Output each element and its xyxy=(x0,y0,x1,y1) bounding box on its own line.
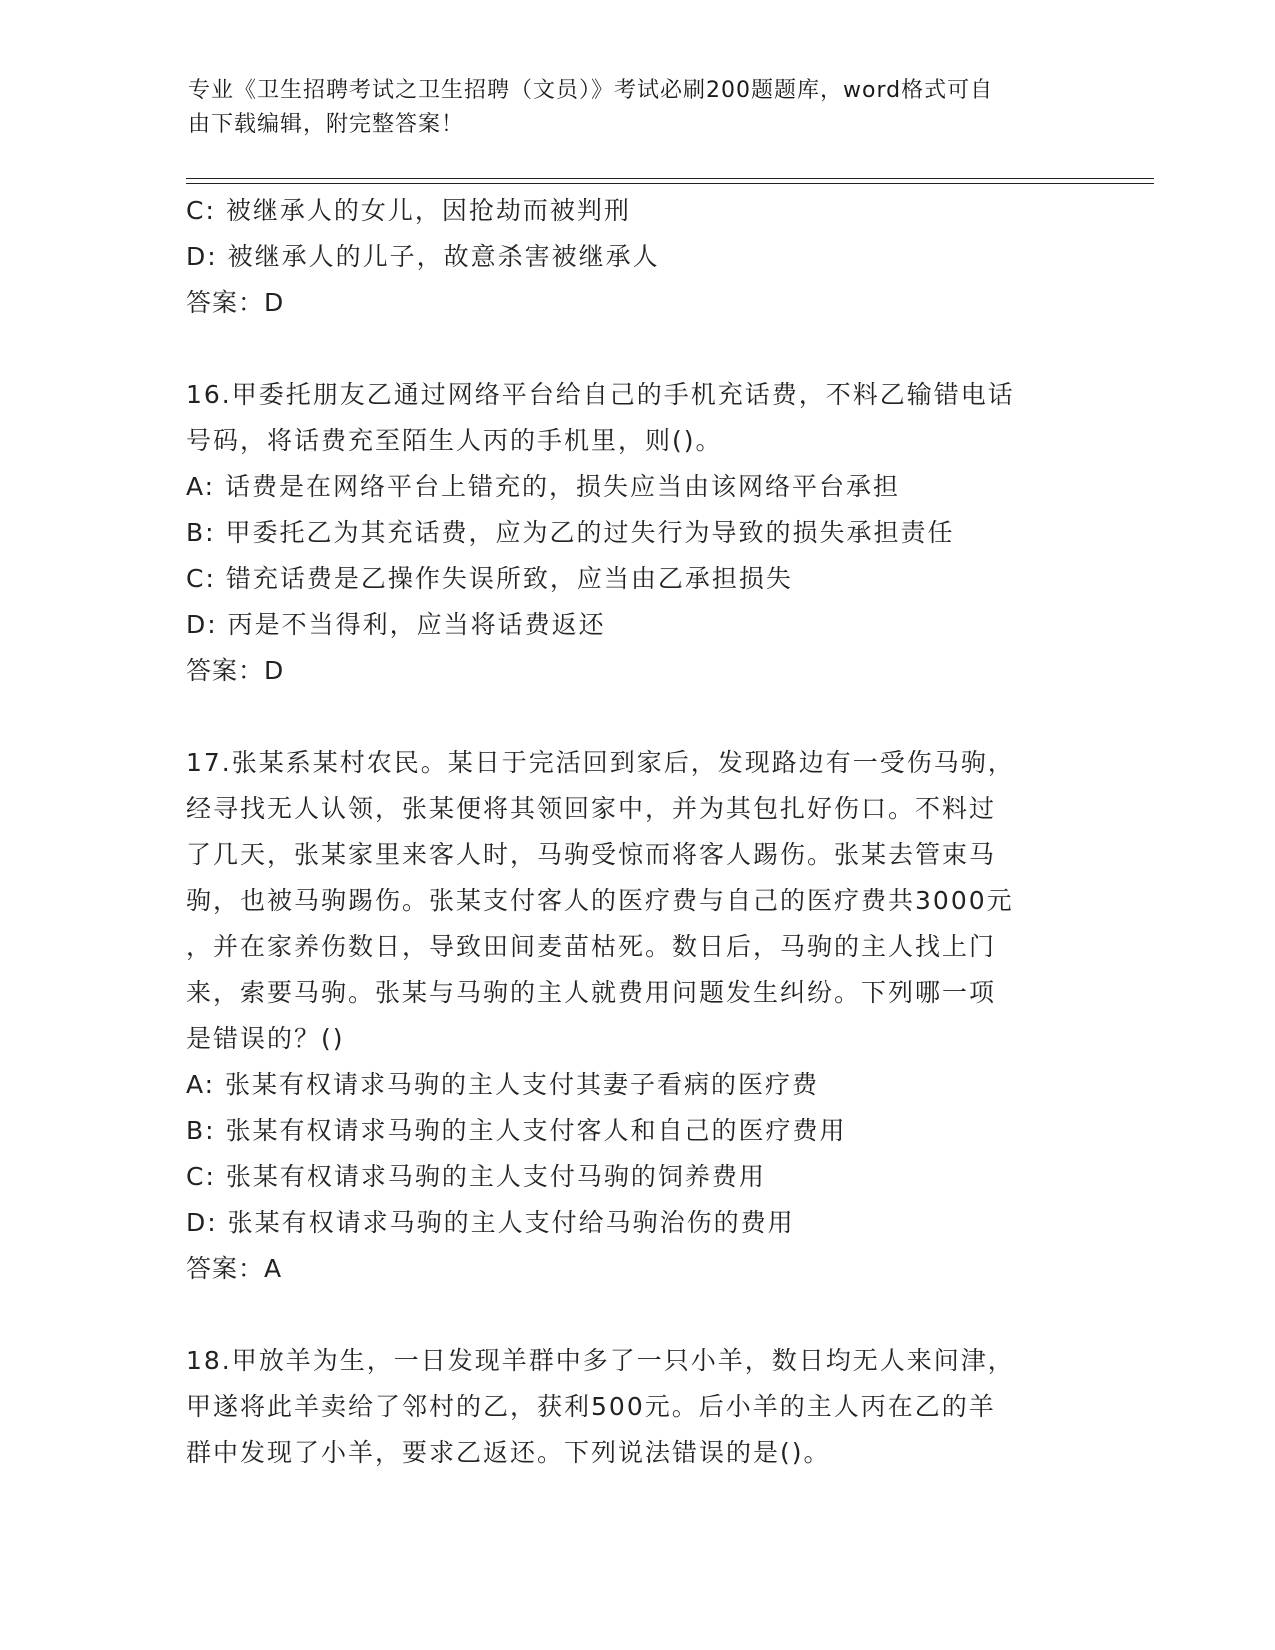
answer-line: 答案：D xyxy=(186,656,285,685)
header-rule-top xyxy=(186,178,1154,179)
question-stem-line: 来，索要马驹。张某与马驹的主人就费用问题发生纠纷。下列哪一项 xyxy=(186,978,997,1007)
option-a: A: 张某有权请求马驹的主人支付其妻子看病的医疗费 xyxy=(186,1070,820,1099)
question-stem-line: 了几天，张某家里来客人时，马驹受惊而将客人踢伤。张某去管束马 xyxy=(186,840,997,869)
option-b: B: 甲委托乙为其充话费，应为乙的过失行为导致的损失承担责任 xyxy=(186,518,955,547)
question-content xyxy=(186,188,1086,1476)
question-stem-line: 群中发现了小羊，要求乙返还。下列说法错误的是()。 xyxy=(186,1438,831,1467)
header-line-2: 由下载编辑，附完整答案！ xyxy=(188,112,465,137)
question-stem-line: 号码，将话费充至陌生人丙的手机里，则()。 xyxy=(186,426,723,455)
spacer xyxy=(186,326,1086,372)
question-16 xyxy=(186,372,1086,694)
question-stem-line: 经寻找无人认领，张某便将其领回家中，并为其包扎好伤口。不料过 xyxy=(186,794,997,823)
document-header xyxy=(188,74,1068,142)
answer-line: 答案：D xyxy=(186,288,285,317)
question-stem-line: ，并在家养伤数日，导致田间麦苗枯死。数日后，马驹的主人找上门 xyxy=(186,932,997,961)
option-c: C: 张某有权请求马驹的主人支付马驹的饲养费用 xyxy=(186,1162,766,1191)
answer-line: 答案：A xyxy=(186,1254,283,1283)
option-c: C: 错充话费是乙操作失误所致，应当由乙承担损失 xyxy=(186,564,793,593)
question-stem-line: 17.张某系某村农民。某日于完活回到家后，发现路边有一受伤马驹， xyxy=(186,748,1015,777)
option-d: D: 被继承人的儿子，故意杀害被继承人 xyxy=(186,242,660,271)
option-b: B: 张某有权请求马驹的主人支付客人和自己的医疗费用 xyxy=(186,1116,847,1145)
question-18 xyxy=(186,1338,1086,1476)
header-rule-bottom xyxy=(186,183,1154,184)
question-stem-line: 驹，也被马驹踢伤。张某支付客人的医疗费与自己的医疗费共3000元 xyxy=(186,886,1014,915)
header-line-1: 专业《卫生招聘考试之卫生招聘（文员）》考试必刷200题题库，word格式可自 xyxy=(188,78,994,103)
option-d: D: 丙是不当得利，应当将话费返还 xyxy=(186,610,606,639)
question-17 xyxy=(186,740,1086,1292)
question-stem-line: 16.甲委托朋友乙通过网络平台给自己的手机充话费，不料乙输错电话 xyxy=(186,380,1015,409)
spacer xyxy=(186,694,1086,740)
option-c: C: 被继承人的女儿，因抢劫而被判刑 xyxy=(186,196,631,225)
question-stem-line: 18.甲放羊为生，一日发现羊群中多了一只小羊，数日均无人来问津， xyxy=(186,1346,1015,1375)
question-stem-line: 是错误的？() xyxy=(186,1024,345,1053)
option-d: D: 张某有权请求马驹的主人支付给马驹治伤的费用 xyxy=(186,1208,795,1237)
option-a: A: 话费是在网络平台上错充的，损失应当由该网络平台承担 xyxy=(186,472,901,501)
spacer xyxy=(186,1292,1086,1338)
question-15-continued xyxy=(186,188,1086,326)
question-stem-line: 甲遂将此羊卖给了邻村的乙，获利500元。后小羊的主人丙在乙的羊 xyxy=(186,1392,996,1421)
